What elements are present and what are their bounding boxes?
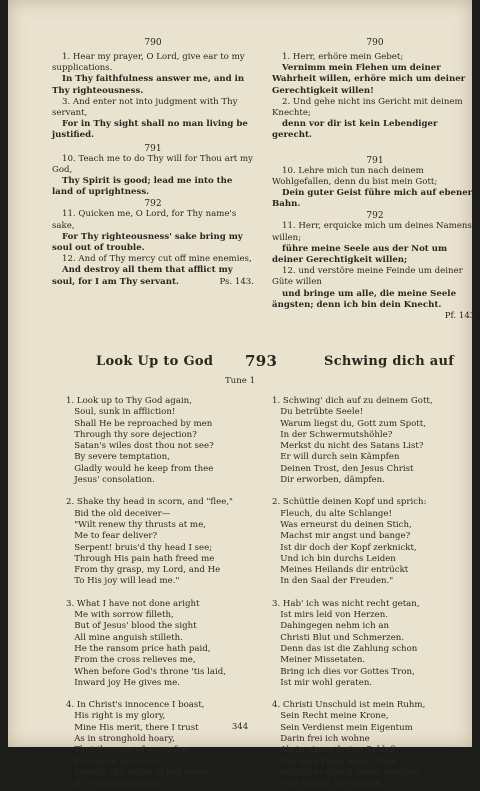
section-number: 791 <box>366 155 384 166</box>
stanza: 2. Shake thy head in scorn, and "flee," Bid the old deceiver— "Wilt renew thy thrusts at me, Me to fear deliver? Serpent! bruis'd thy head I see; Through His pain hath freed me From thy grasp, my Lord, and He To His joy will lead me." <box>66 497 234 587</box>
verse: denn vor dir ist kein Lebendiger gerecht. <box>272 119 438 141</box>
verse: 1. Hear my prayer, O Lord, give ear to my supplications. <box>52 52 245 74</box>
page <box>8 0 478 790</box>
section-number: 792 <box>144 199 162 210</box>
stanza: 1. Schwing' dich auf zu deinem Gott, Du betrübte Seele! Warum liegst du, Gott zum Spott, In der Schwermutshöhle? Merkst du nicht des Satans List? Er will durch sein Kämpfen Deinen Trost, den Jesus Christ Dir erworben, dämpfen. <box>272 396 433 486</box>
stanza: 3. What I have not done aright Me with sorrow filleth, But of Jesus' blood the sight All mine anguish stilleth. He the ransom price hath paid, From the cross relieves me, When before God's throne 'tis laid, Inward joy He gives me. <box>66 598 227 688</box>
verse: 12. und verstöre meine Feinde um deiner Güte willen <box>272 266 463 288</box>
verse: For in Thy sight shall no man living be justified. <box>52 119 248 141</box>
verse: 11. Quicken me, O Lord, for Thy name's sake, <box>52 209 237 231</box>
section-number: 791 <box>144 143 162 154</box>
section-number: 792 <box>366 211 384 222</box>
verse: führe meine Seele aus der Not um deiner Gerechtigkeit willen; <box>272 243 448 266</box>
stanza: 1. Look up to Thy God again, Soul, sunk in affliction! Shall He be reproached by men Through thy sore dejection? Satan's wiles dost thou not see? By severe temptation, Gladly would he keep from thee Jesus' consolation. <box>66 396 214 486</box>
verse: Dein guter Geist führe mich auf ebener Bahn. <box>272 188 473 210</box>
stanza: 4. In Christ's innocence I boast, His right is my glory, Mine His merit, there I trust As in stronghold hoary, That the rage of every foe Evermore resisteth, Though the might of hell below It to storm assisteth. <box>66 700 211 790</box>
hymn-number: 793 <box>245 352 278 370</box>
stanza: 2. Schüttle deinen Kopf und sprich: Fleuch, du alte Schlange! Was erneurst du deinen Stich, Machst mir angst und bange? Ist dir doch der Kopf zerknickt, Und ich bin durchs Leiden Meines Heilands dir entrückt In den Saal der Freuden." <box>272 497 427 587</box>
german-psalm-column <box>272 38 478 322</box>
english-psalm-column <box>52 38 254 288</box>
section-number: 790 <box>366 38 384 48</box>
stanza: 3. Hab' ich was nicht recht getan, Ist mirs leid von Herzen. Dahingegen nehm ich an Christi Blut und Schmerzen. Denn das ist die Zahlung schon Meiner Missetaten. Bring ich dies vor Gottes Tron, Ist mir wohl geraten. <box>272 598 420 688</box>
verse: 10. Teach me to do Thy will for Thou art my God, <box>52 153 253 175</box>
section-number: 790 <box>144 38 162 48</box>
page-number: 344 <box>231 722 249 732</box>
verse: In Thy faithfulness answer me, and in Thy righteousness. <box>52 74 245 96</box>
verse: 10. Lehre mich tun nach deinem Wohlgefallen, denn du bist mein Gott; <box>272 165 438 187</box>
verse: 12. And of Thy mercy cut off mine enemies, <box>62 254 252 265</box>
verse: 11. Herr, erquicke mich um deines Namens willen; <box>272 221 472 243</box>
verse: 3. And enter not into judgment with Thy servant, <box>52 96 238 119</box>
hymn-title-english: Look Up to God <box>96 354 214 369</box>
verse: Vernimm mein Flehen um deiner Wahrheit willen, erhöre mich um deiner Gerechtigkeit willen! <box>272 63 466 96</box>
verse: Thy Spirit is good; lead me into the land of uprightness. <box>52 176 233 198</box>
hymn-title-german: Schwing dich auf <box>324 354 455 369</box>
verse: und bringe um alle, die meine Seele ängsten; denn ich bin dein Knecht. Pf. 143. <box>272 288 478 322</box>
stanza: 4. Christi Unschuld ist mein Ruhm, Sein Recht meine Krone, Sein Verdienst mein Eigentum Darin frei ich wohne Als in einem festen Schloß, Das kein Feind kann fällen, Brächt' er gleich davor Geschoß Und Gewalt der Höllen. <box>272 700 426 790</box>
tune-label: Tune 1 <box>224 376 256 386</box>
verse: And destroy all them that afflict my soul, for I am Thy servant. Ps. 143. <box>52 265 254 287</box>
verse: 1. Herr, erhöre mein Gebet; <box>282 52 404 62</box>
verse: For Thy righteousness' sake bring my soul out of trouble. <box>52 231 243 254</box>
verse: 2. Und gehe nicht ins Gericht mit deinem Knechte; <box>272 96 463 119</box>
